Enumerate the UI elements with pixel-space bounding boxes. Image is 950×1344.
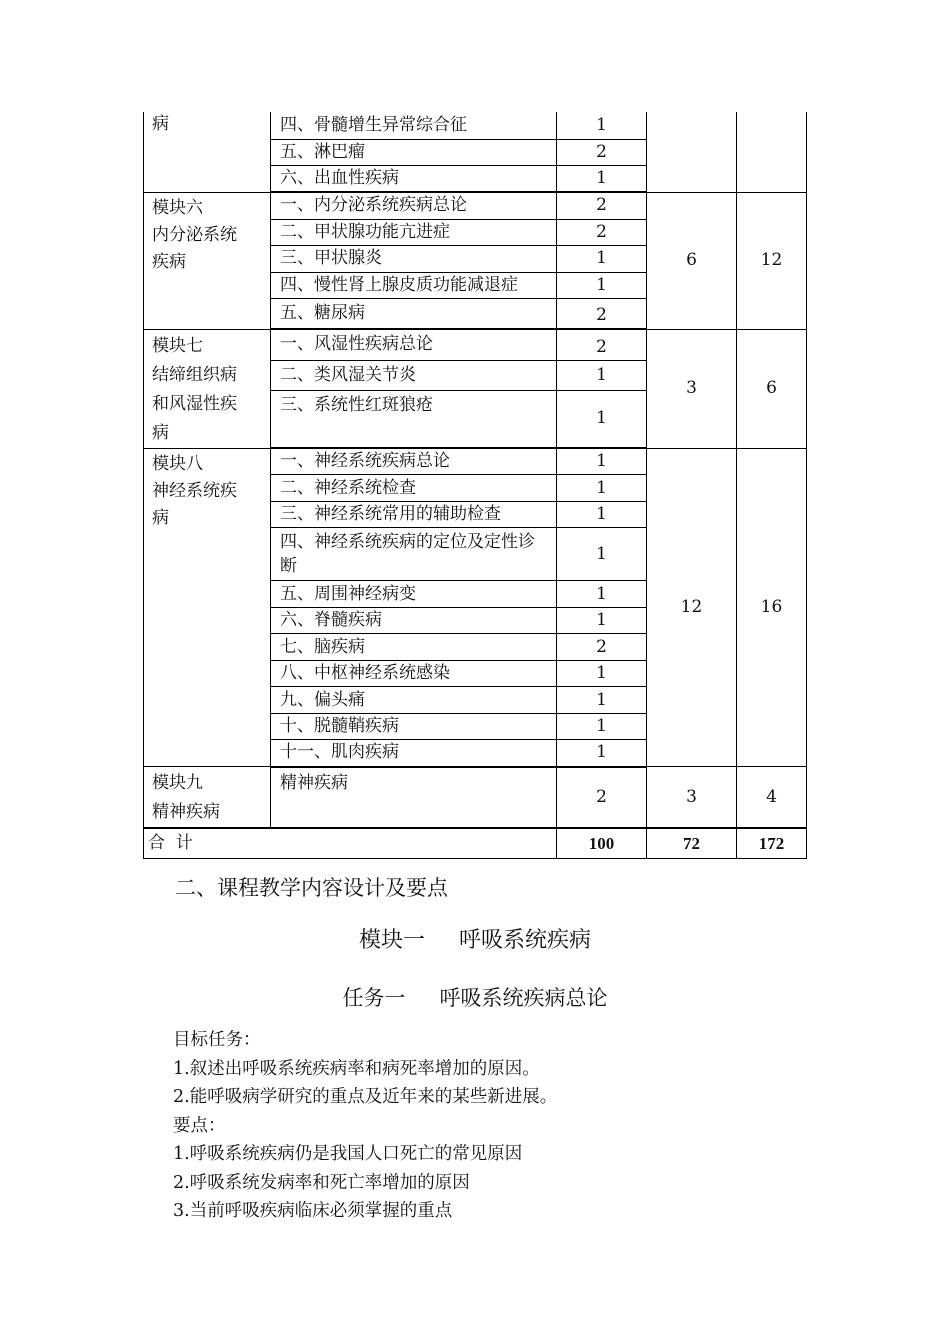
task-cell: 十一、肌肉疾病: [271, 740, 557, 767]
task-cell: 十、脱髓鞘疾病: [271, 714, 557, 740]
practice-total-cell: 72: [647, 828, 737, 858]
task-title-name: 任务一: [342, 986, 406, 1010]
module-cell: 模块八 神经系统疾 病: [144, 448, 271, 767]
theory-hours-cell: 2: [557, 139, 647, 165]
practice-hours-cell: 12: [647, 448, 737, 767]
theory-hours-cell: 1: [557, 608, 647, 634]
theory-hours-cell: 1: [557, 581, 647, 608]
theory-hours-cell: 2: [557, 192, 647, 219]
task-cell: 五、糖尿病: [271, 298, 557, 329]
module-cell: 模块六 内分泌系统 疾病: [144, 192, 271, 329]
total-label-cell: 合 计: [144, 828, 557, 858]
task-cell: 八、中枢神经系统感染: [271, 661, 557, 687]
task-cell: 二、甲状腺功能亢进症: [271, 219, 557, 245]
theory-hours-cell: 1: [557, 528, 647, 581]
task-cell: 一、内分泌系统疾病总论: [271, 192, 557, 219]
task-cell: 四、骨髓增生异常综合征: [271, 112, 557, 139]
task-cell: 一、风湿性疾病总论: [271, 329, 557, 360]
total-hours-cell: 12: [737, 192, 807, 329]
theory-hours-cell: 1: [557, 714, 647, 740]
theory-hours-cell: 1: [557, 661, 647, 687]
task-content: [173, 1026, 557, 1226]
task-cell: 三、甲状腺炎: [271, 245, 557, 272]
theory-hours-cell: 2: [557, 219, 647, 245]
goals-label: 目标任务：: [173, 1030, 261, 1050]
theory-hours-cell: 1: [557, 687, 647, 714]
total-hours-cell: 6: [737, 329, 807, 448]
theory-hours-cell: 1: [557, 112, 647, 139]
task-cell: 二、类风湿关节炎: [271, 360, 557, 390]
task-cell: 六、出血性疾病: [271, 165, 557, 192]
task-cell: 五、周围神经病变: [271, 581, 557, 608]
point-item: 2.呼吸系统发病率和死亡率增加的原因: [173, 1172, 470, 1193]
theory-hours-cell: 1: [557, 390, 647, 448]
theory-hours-cell: 1: [557, 245, 647, 272]
theory-total-cell: 100: [557, 828, 647, 858]
task-cell: 二、神经系统检查: [271, 475, 557, 502]
theory-hours-cell: 1: [557, 165, 647, 192]
task-cell: 六、脊髓疾病: [271, 608, 557, 634]
point-item: 3.当前呼吸疾病临床必须掌握的重点: [173, 1201, 453, 1221]
theory-hours-cell: 1: [557, 502, 647, 528]
practice-hours-cell: 6: [647, 192, 737, 329]
task-cell: 七、脑疾病: [271, 634, 557, 661]
module-cell: 模块九 精神疾病: [144, 767, 271, 829]
practice-hours-cell: 3: [647, 329, 737, 448]
theory-hours-cell: 1: [557, 272, 647, 298]
goal-item: 1.叙述出呼吸系统疾病率和病死率增加的原因。: [173, 1058, 540, 1079]
task-cell: 五、淋巴瘤: [271, 139, 557, 165]
task-cell: 一、神经系统疾病总论: [271, 448, 557, 475]
theory-hours-cell: 1: [557, 740, 647, 767]
goal-item: 2.能呼吸病学研究的重点及近年来的某些新进展。: [173, 1087, 558, 1107]
practice-hours-cell: [647, 112, 737, 192]
task-cell: 精神疾病: [271, 767, 557, 829]
task-title: [0, 982, 950, 1012]
practice-hours-cell: 3: [647, 767, 737, 829]
task-cell: 三、神经系统常用的辅助检查: [271, 502, 557, 528]
curriculum-hours-table: [143, 112, 807, 859]
grand-total-cell: 172: [737, 828, 807, 858]
theory-hours-cell: 1: [557, 360, 647, 390]
total-hours-cell: 4: [737, 767, 807, 829]
task-title-subject: 呼吸系统疾病总论: [439, 986, 608, 1010]
theory-hours-cell: 1: [557, 475, 647, 502]
task-cell: 三、系统性红斑狼疮: [271, 390, 557, 448]
module-title-subject: 呼吸系统疾病: [459, 928, 592, 953]
task-cell: 四、慢性肾上腺皮质功能减退症: [271, 272, 557, 298]
theory-hours-cell: 2: [557, 298, 647, 329]
module-cell: 病: [144, 112, 271, 192]
theory-hours-cell: 2: [557, 767, 647, 829]
theory-hours-cell: 2: [557, 329, 647, 360]
total-hours-cell: [737, 112, 807, 192]
theory-hours-cell: 1: [557, 448, 647, 475]
task-cell: 九、偏头痛: [271, 687, 557, 714]
total-hours-cell: 16: [737, 448, 807, 767]
point-item: 1.呼吸系统疾病仍是我国人口死亡的常见原因: [173, 1144, 523, 1164]
module-title-name: 模块一: [358, 928, 425, 953]
module-cell: 模块七 结缔组织病 和风湿性疾 病: [144, 329, 271, 448]
theory-hours-cell: 2: [557, 634, 647, 661]
section-heading: 二、课程教学内容设计及要点: [175, 876, 448, 900]
task-cell: 四、神经系统疾病的定位及定性诊断: [271, 528, 557, 581]
points-label: 要点：: [173, 1115, 226, 1136]
module-title: [0, 923, 950, 954]
